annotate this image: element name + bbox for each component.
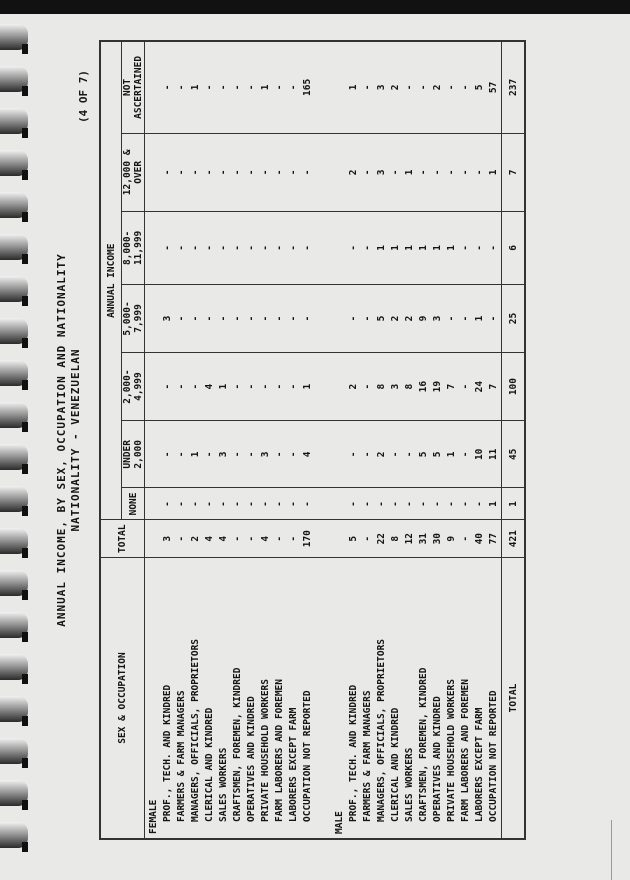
- group-row-male: [331, 41, 347, 839]
- empty-cell: [145, 520, 162, 558]
- cell-value: -: [431, 133, 445, 211]
- col-header-total: TOTAL: [100, 520, 145, 558]
- cell-value: -: [361, 133, 375, 211]
- empty-cell: [145, 41, 162, 133]
- empty-cell: [331, 284, 347, 352]
- cell-value: -: [287, 488, 301, 520]
- cell-value: 4: [217, 520, 231, 558]
- row-label: OCCUPATION NOT REPORTED: [487, 558, 502, 840]
- cell-value: 5: [417, 421, 431, 488]
- cell-value: -: [361, 488, 375, 520]
- row-label: MANAGERS, OFFICIALS, PROPRIETORS: [189, 558, 203, 840]
- cell-value: 1: [487, 488, 502, 520]
- cell-value: -: [273, 488, 287, 520]
- cell-value: -: [361, 284, 375, 352]
- group-label: FEMALE: [145, 558, 162, 840]
- empty-cell: [315, 421, 331, 488]
- empty-cell: [331, 41, 347, 133]
- table-row: [375, 41, 389, 839]
- cell-value: -: [347, 421, 361, 488]
- cell-value: 2: [403, 284, 417, 352]
- table-row: [273, 41, 287, 839]
- spiral-binding: [0, 14, 30, 880]
- title-line-1: ANNUAL INCOME, BY SEX, OCCUPATION AND NATIONALITY: [55, 253, 68, 627]
- cell-value: 3: [161, 284, 175, 352]
- cell-value: -: [389, 488, 403, 520]
- cell-value: -: [245, 211, 259, 284]
- cell-value: 5: [473, 41, 487, 133]
- cell-value: -: [217, 41, 231, 133]
- table-row: [203, 41, 217, 839]
- cell-value: -: [175, 41, 189, 133]
- cell-value: 1: [403, 211, 417, 284]
- total-label: TOTAL: [502, 558, 526, 840]
- group-row-female: [145, 41, 162, 839]
- cell-value: 3: [431, 284, 445, 352]
- row-label: OPERATIVES AND KINDRED: [431, 558, 445, 840]
- cell-value: -: [287, 133, 301, 211]
- cell-value: -: [375, 488, 389, 520]
- cell-value: -: [245, 488, 259, 520]
- cell-value: -: [175, 133, 189, 211]
- cell-value: -: [417, 488, 431, 520]
- cell-value: 77: [487, 520, 502, 558]
- table-row: [389, 41, 403, 839]
- cell-value: -: [189, 353, 203, 421]
- cell-value: 1: [417, 211, 431, 284]
- cell-value: -: [189, 488, 203, 520]
- table-row: [445, 41, 459, 839]
- row-label: CLERICAL AND KINDRED: [203, 558, 217, 840]
- row-label: CLERICAL AND KINDRED: [389, 558, 403, 840]
- cell-value: 24: [473, 353, 487, 421]
- cell-value: -: [245, 353, 259, 421]
- cell-value: -: [189, 284, 203, 352]
- empty-cell: [315, 133, 331, 211]
- row-label: FARMERS & FARM MANAGERS: [361, 558, 375, 840]
- row-header: SEX & OCCUPATION: [100, 558, 145, 840]
- cell-value: 30: [431, 520, 445, 558]
- empty-cell: [331, 211, 347, 284]
- cell-value: -: [431, 488, 445, 520]
- cell-value: -: [273, 41, 287, 133]
- total-value: 421: [502, 520, 526, 558]
- cell-value: -: [217, 211, 231, 284]
- income-table: [99, 40, 526, 840]
- cell-value: 3: [375, 133, 389, 211]
- cell-value: -: [417, 41, 431, 133]
- row-label: FARM LABORERS AND FOREMEN: [273, 558, 287, 840]
- table-row: [245, 41, 259, 839]
- cell-value: 1: [403, 133, 417, 211]
- cell-value: -: [287, 421, 301, 488]
- total-value: 7: [502, 133, 526, 211]
- cell-value: -: [287, 41, 301, 133]
- table-row: [259, 41, 273, 839]
- cell-value: 3: [259, 421, 273, 488]
- cell-value: -: [403, 421, 417, 488]
- empty-cell: [145, 284, 162, 352]
- cell-value: -: [161, 353, 175, 421]
- cell-value: 9: [417, 284, 431, 352]
- cell-value: 1: [445, 421, 459, 488]
- cell-value: -: [203, 41, 217, 133]
- cell-value: 2: [389, 41, 403, 133]
- cell-value: 22: [375, 520, 389, 558]
- cell-value: 5: [375, 284, 389, 352]
- row-label: OPERATIVES AND KINDRED: [245, 558, 259, 840]
- cell-value: 16: [417, 353, 431, 421]
- cell-value: 2: [389, 284, 403, 352]
- empty-cell: [315, 353, 331, 421]
- cell-value: 1: [389, 211, 403, 284]
- cell-value: -: [259, 133, 273, 211]
- row-label: CRAFTSMEN, FOREMEN, KINDRED: [417, 558, 431, 840]
- cell-value: -: [459, 211, 473, 284]
- cell-value: -: [245, 41, 259, 133]
- cell-value: -: [445, 41, 459, 133]
- cell-value: -: [403, 41, 417, 133]
- cell-value: 19: [431, 353, 445, 421]
- total-value: 1: [502, 488, 526, 520]
- cell-value: -: [231, 488, 245, 520]
- title-line-2: NATIONALITY - VENEZUELAN: [69, 348, 82, 532]
- table-row: [175, 41, 189, 839]
- total-value: 6: [502, 211, 526, 284]
- table-row: [459, 41, 473, 839]
- cell-value: 3: [161, 520, 175, 558]
- cell-value: -: [231, 353, 245, 421]
- col-header-none: NONE: [122, 488, 145, 520]
- table-row: [287, 41, 301, 839]
- cell-value: -: [273, 353, 287, 421]
- cell-value: -: [301, 488, 315, 520]
- cell-value: -: [287, 520, 301, 558]
- cell-value: 8: [389, 520, 403, 558]
- cell-value: -: [161, 421, 175, 488]
- cell-value: -: [245, 133, 259, 211]
- row-label: MANAGERS, OFFICIALS, PROPRIETORS: [375, 558, 389, 840]
- table-row: [231, 41, 245, 839]
- cell-value: 7: [445, 353, 459, 421]
- cell-value: -: [161, 133, 175, 211]
- cell-value: -: [203, 133, 217, 211]
- row-label: PROF., TECH. AND KINDRED: [347, 558, 361, 840]
- cell-value: 2: [189, 520, 203, 558]
- cell-value: -: [189, 133, 203, 211]
- col-header-8000-11999: 8,000-11,999: [122, 211, 145, 284]
- cell-value: 8: [403, 353, 417, 421]
- cell-value: -: [273, 421, 287, 488]
- cell-value: -: [231, 284, 245, 352]
- cell-value: -: [231, 421, 245, 488]
- cell-value: -: [231, 211, 245, 284]
- cell-value: 1: [473, 284, 487, 352]
- cell-value: -: [175, 211, 189, 284]
- table-row: [347, 41, 361, 839]
- cell-value: -: [417, 133, 431, 211]
- cell-value: -: [175, 284, 189, 352]
- cell-value: -: [361, 353, 375, 421]
- total-value: 237: [502, 41, 526, 133]
- cell-value: -: [389, 133, 403, 211]
- empty-cell: [331, 353, 347, 421]
- col-header-12000-over: 12,000 & OVER: [122, 133, 145, 211]
- cell-value: -: [273, 133, 287, 211]
- cell-value: -: [459, 133, 473, 211]
- total-value: 100: [502, 353, 526, 421]
- cell-value: 9: [445, 520, 459, 558]
- cell-value: -: [473, 211, 487, 284]
- cell-value: -: [389, 421, 403, 488]
- cell-value: 31: [417, 520, 431, 558]
- cell-value: -: [175, 421, 189, 488]
- table-row: [189, 41, 203, 839]
- table-row: [431, 41, 445, 839]
- cell-value: -: [259, 211, 273, 284]
- empty-cell: [315, 520, 331, 558]
- cell-value: 4: [301, 421, 315, 488]
- empty-cell: [145, 211, 162, 284]
- cell-value: -: [217, 488, 231, 520]
- row-label: OCCUPATION NOT REPORTED: [301, 558, 315, 840]
- total-row: [502, 41, 526, 839]
- table-row: [301, 41, 315, 839]
- col-header-under-2000: UNDER 2,000: [122, 421, 145, 488]
- cell-value: 57: [487, 41, 502, 133]
- cell-value: -: [287, 284, 301, 352]
- cell-value: -: [175, 353, 189, 421]
- cell-value: -: [273, 211, 287, 284]
- cell-value: -: [403, 488, 417, 520]
- empty-cell: [315, 284, 331, 352]
- cell-value: -: [161, 211, 175, 284]
- cell-value: -: [361, 211, 375, 284]
- cell-value: -: [361, 520, 375, 558]
- empty-cell: [315, 558, 331, 840]
- cell-value: -: [273, 284, 287, 352]
- row-label: PROF., TECH. AND KINDRED: [161, 558, 175, 840]
- cell-value: -: [459, 284, 473, 352]
- cell-value: -: [245, 520, 259, 558]
- cell-value: 3: [389, 353, 403, 421]
- cell-value: 3: [375, 41, 389, 133]
- cell-value: -: [217, 133, 231, 211]
- cell-value: -: [487, 211, 502, 284]
- cell-value: -: [347, 211, 361, 284]
- cell-value: -: [459, 488, 473, 520]
- cell-value: 2: [431, 41, 445, 133]
- cell-value: 4: [203, 520, 217, 558]
- cell-value: 1: [445, 211, 459, 284]
- cell-value: 11: [487, 421, 502, 488]
- cell-value: -: [301, 284, 315, 352]
- table-row: [417, 41, 431, 839]
- cell-value: -: [287, 211, 301, 284]
- table-row: [487, 41, 502, 839]
- spacer-row: [315, 41, 331, 839]
- cell-value: 5: [347, 520, 361, 558]
- cell-value: -: [445, 284, 459, 352]
- col-header-5000-7999: 5,000-7,999: [122, 284, 145, 352]
- cell-value: -: [445, 488, 459, 520]
- cell-value: -: [473, 133, 487, 211]
- empty-cell: [331, 488, 347, 520]
- total-value: 25: [502, 284, 526, 352]
- cell-value: -: [259, 353, 273, 421]
- empty-cell: [331, 133, 347, 211]
- cell-value: 2: [347, 353, 361, 421]
- table-row: [161, 41, 175, 839]
- page-marker: (4 OF 7): [77, 70, 90, 123]
- cell-value: -: [459, 520, 473, 558]
- document-title: [55, 40, 83, 840]
- empty-cell: [145, 421, 162, 488]
- table-row: [217, 41, 231, 839]
- cell-value: -: [361, 41, 375, 133]
- cell-value: -: [231, 41, 245, 133]
- row-label: FARMERS & FARM MANAGERS: [175, 558, 189, 840]
- cell-value: -: [287, 353, 301, 421]
- cell-value: 12: [403, 520, 417, 558]
- cell-value: 2: [347, 133, 361, 211]
- cell-value: -: [487, 284, 502, 352]
- table-row: [361, 41, 375, 839]
- empty-cell: [315, 41, 331, 133]
- row-label: FARM LABORERS AND FOREMEN: [459, 558, 473, 840]
- cell-value: -: [301, 211, 315, 284]
- row-label: PRIVATE HOUSEHOLD WORKERS: [259, 558, 273, 840]
- cell-value: 1: [217, 353, 231, 421]
- cell-value: 1: [347, 41, 361, 133]
- empty-cell: [145, 353, 162, 421]
- table-row: [473, 41, 487, 839]
- cell-value: -: [217, 284, 231, 352]
- empty-cell: [331, 421, 347, 488]
- empty-cell: [315, 488, 331, 520]
- cell-value: 4: [203, 353, 217, 421]
- cell-value: -: [161, 488, 175, 520]
- cell-value: 1: [189, 421, 203, 488]
- cell-value: 3: [217, 421, 231, 488]
- cell-value: -: [175, 488, 189, 520]
- cell-value: 165: [301, 41, 315, 133]
- cell-value: -: [203, 211, 217, 284]
- cell-value: -: [347, 284, 361, 352]
- cell-value: 1: [189, 41, 203, 133]
- cell-value: -: [259, 488, 273, 520]
- row-label: PRIVATE HOUSEHOLD WORKERS: [445, 558, 459, 840]
- row-label: LABORERS EXCEPT FARM: [473, 558, 487, 840]
- cell-value: 1: [375, 211, 389, 284]
- cell-value: 1: [259, 41, 273, 133]
- cell-value: 1: [431, 211, 445, 284]
- cell-value: 2: [375, 421, 389, 488]
- empty-cell: [331, 520, 347, 558]
- cell-value: -: [245, 421, 259, 488]
- col-header-2000-4999: 2,000-4,999: [122, 353, 145, 421]
- empty-cell: [145, 133, 162, 211]
- cell-value: 40: [473, 520, 487, 558]
- table-row: [403, 41, 417, 839]
- cell-value: -: [189, 211, 203, 284]
- cell-value: -: [203, 421, 217, 488]
- rotated-table-block: [55, 40, 575, 840]
- cell-value: -: [203, 284, 217, 352]
- cell-value: -: [445, 133, 459, 211]
- row-label: CRAFTSMEN, FOREMEN, KINDRED: [231, 558, 245, 840]
- cell-value: 5: [431, 421, 445, 488]
- empty-cell: [315, 211, 331, 284]
- cell-value: -: [273, 520, 287, 558]
- cell-value: 1: [301, 353, 315, 421]
- cell-value: 4: [259, 520, 273, 558]
- cell-value: -: [473, 488, 487, 520]
- cell-value: 1: [487, 133, 502, 211]
- col-header-not-ascertained: NOT ASCERTAINED: [122, 41, 145, 133]
- cell-value: -: [259, 284, 273, 352]
- empty-cell: [145, 488, 162, 520]
- cell-value: -: [459, 353, 473, 421]
- group-label: MALE: [331, 558, 347, 840]
- cell-value: 170: [301, 520, 315, 558]
- cell-value: -: [301, 133, 315, 211]
- cell-value: -: [231, 133, 245, 211]
- cell-value: -: [175, 520, 189, 558]
- group-header-annual-income: ANNUAL INCOME: [100, 41, 122, 520]
- row-label: LABORERS EXCEPT FARM: [287, 558, 301, 840]
- row-label: SALES WORKERS: [403, 558, 417, 840]
- cell-value: -: [245, 284, 259, 352]
- cell-value: -: [231, 520, 245, 558]
- total-value: 45: [502, 421, 526, 488]
- cell-value: -: [459, 41, 473, 133]
- cell-value: -: [203, 488, 217, 520]
- row-label: SALES WORKERS: [217, 558, 231, 840]
- cell-value: 8: [375, 353, 389, 421]
- cell-value: 7: [487, 353, 502, 421]
- page-edge: [611, 820, 622, 880]
- cell-value: -: [161, 41, 175, 133]
- cell-value: -: [347, 488, 361, 520]
- cell-value: 10: [473, 421, 487, 488]
- cell-value: -: [459, 421, 473, 488]
- cell-value: -: [361, 421, 375, 488]
